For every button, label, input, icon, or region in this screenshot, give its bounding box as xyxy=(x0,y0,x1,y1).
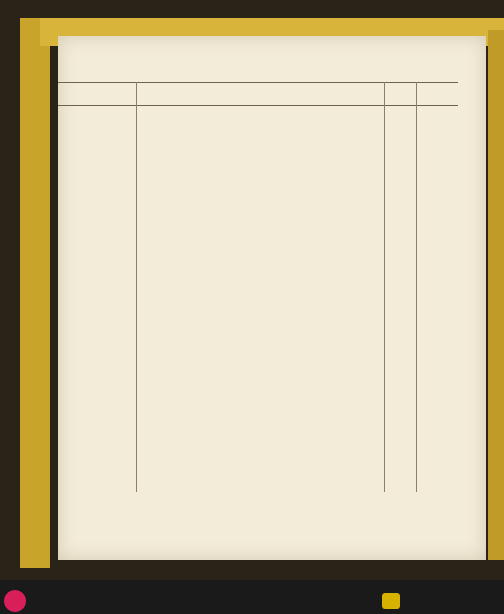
book-cover-left xyxy=(20,18,50,568)
footer-bar xyxy=(0,580,504,614)
column-divider xyxy=(416,82,417,492)
column-divider xyxy=(384,82,385,492)
table-header xyxy=(58,82,458,106)
blb-logo[interactable] xyxy=(4,590,26,612)
state-coat-of-arms-icon xyxy=(382,593,400,609)
book-cover-right xyxy=(488,30,504,560)
column-divider xyxy=(136,82,137,492)
document-page xyxy=(58,36,486,560)
